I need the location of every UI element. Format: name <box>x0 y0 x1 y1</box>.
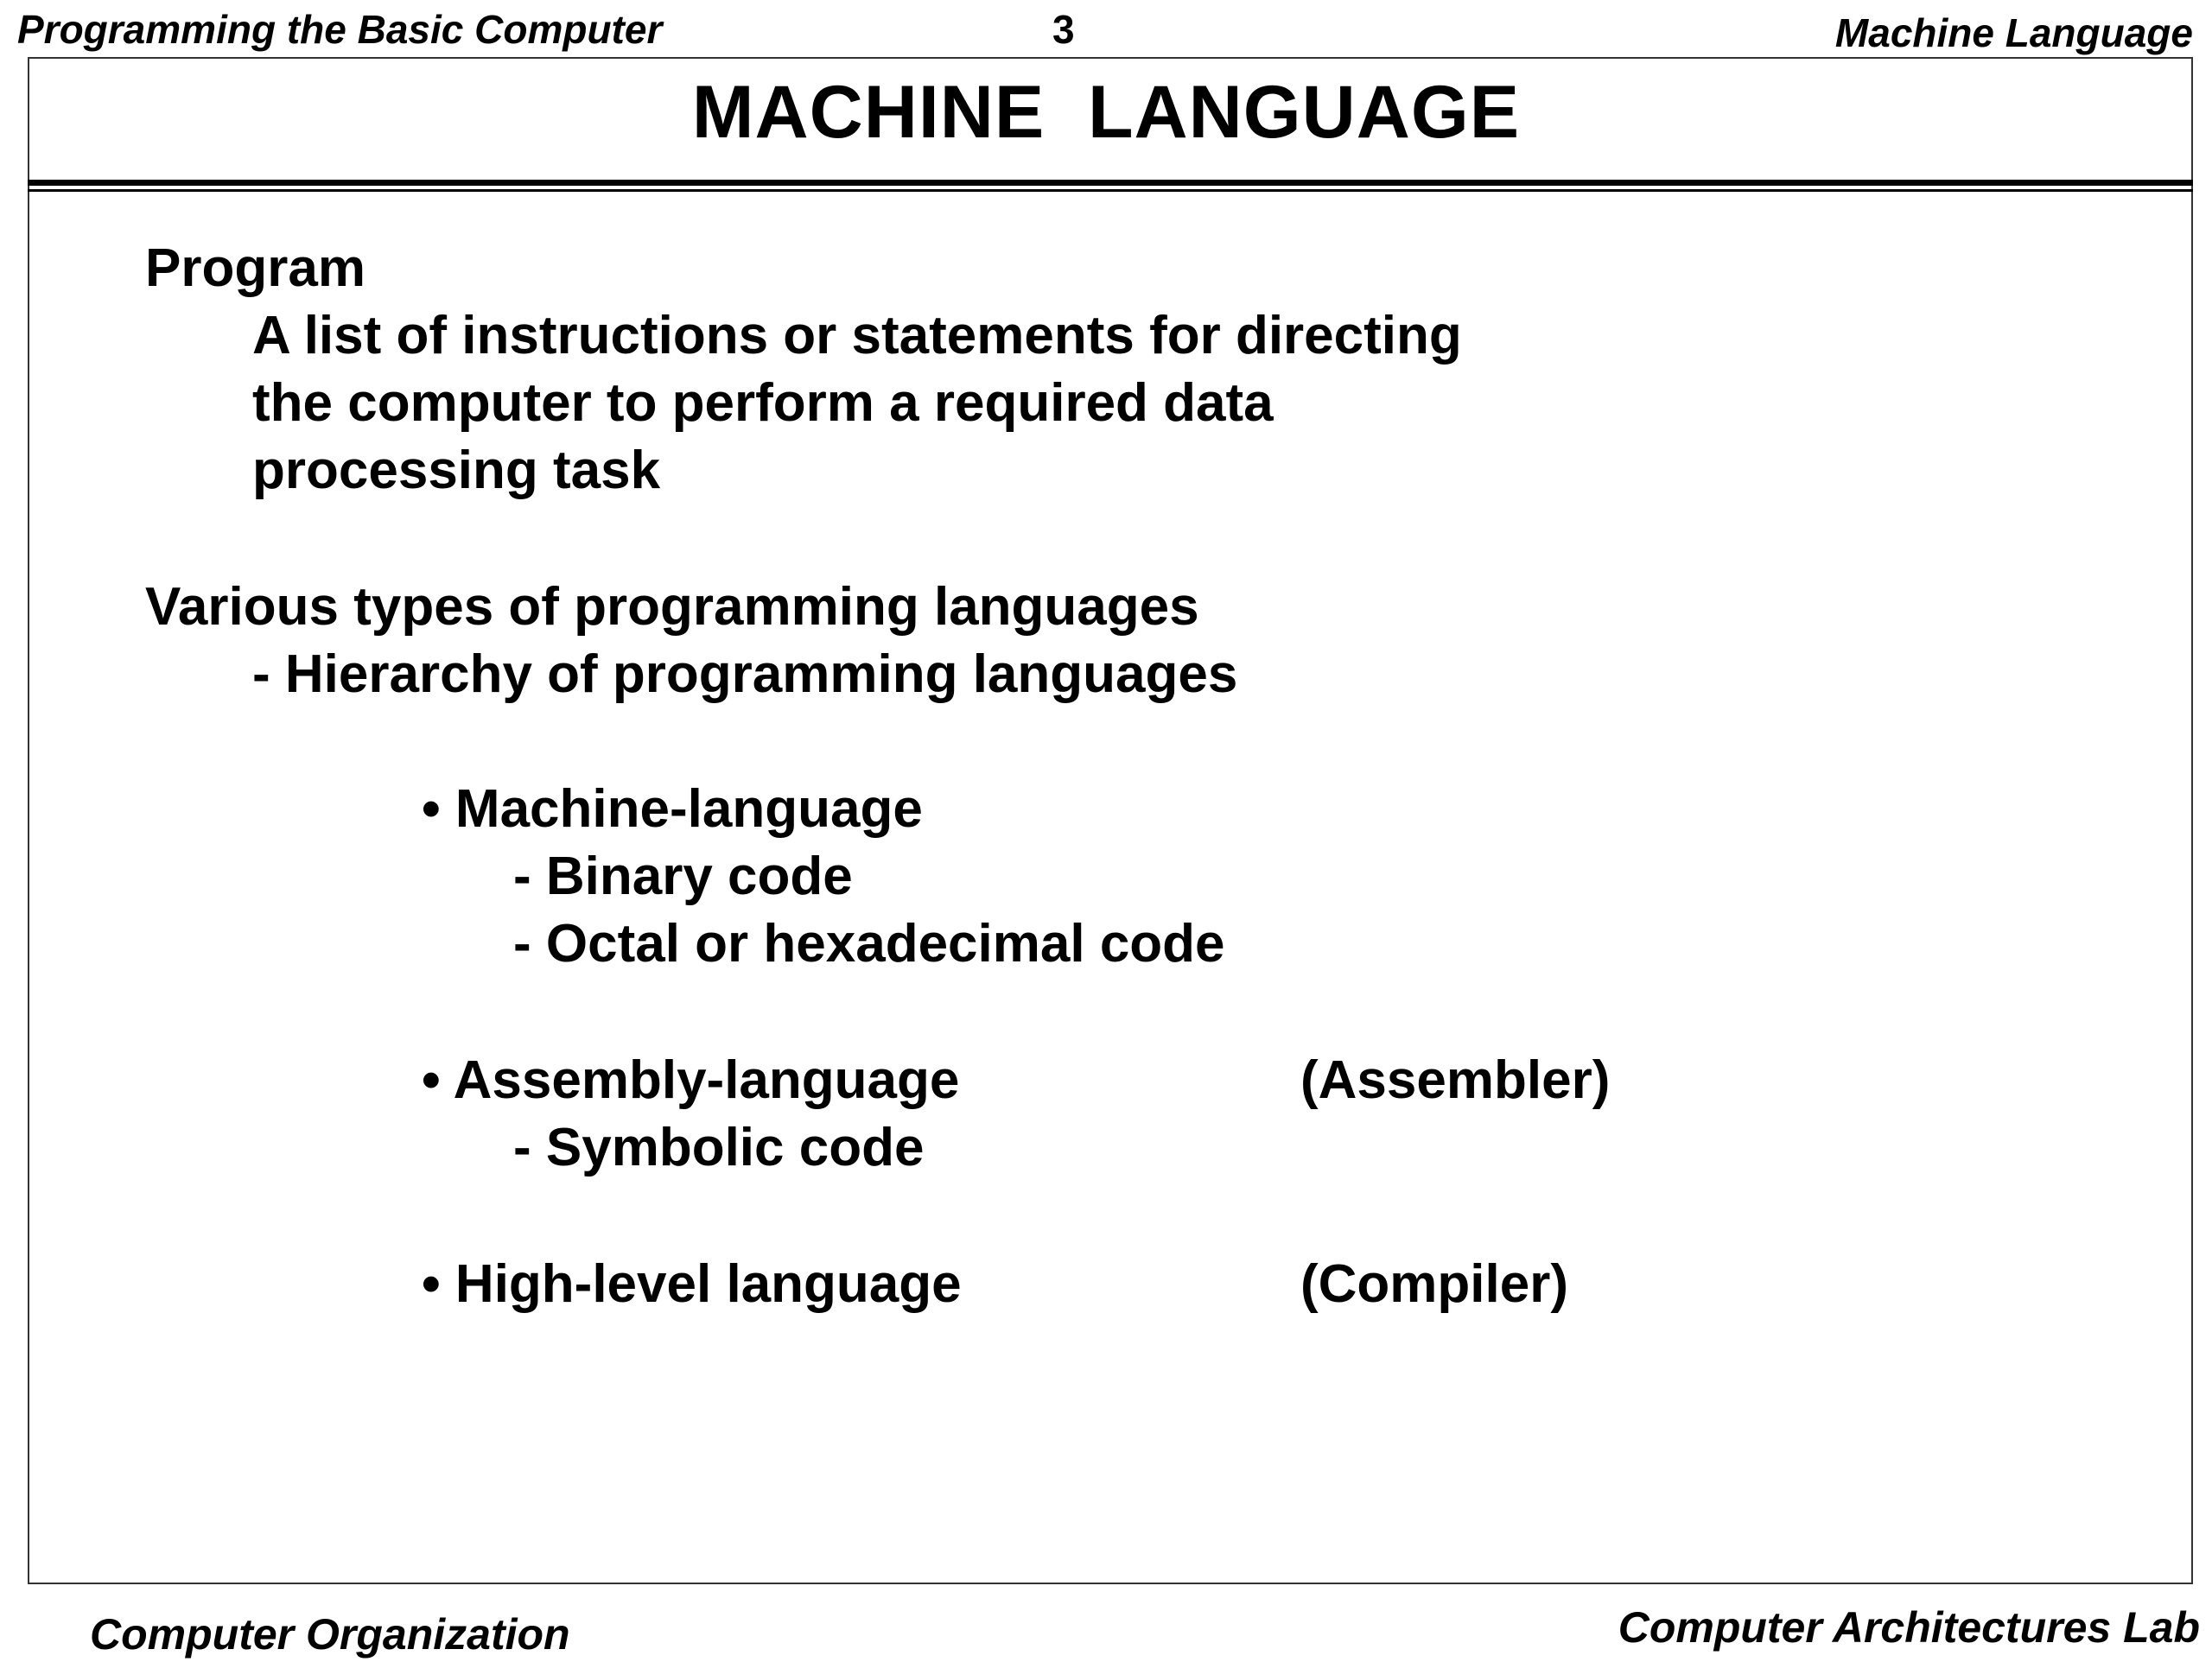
languages-heading: Various types of programming languages <box>145 577 1199 637</box>
footer-left: Computer Organization <box>90 1610 570 1659</box>
language-item-machine: • Machine-language <box>422 779 923 839</box>
footer-right: Computer Architectures Lab <box>1618 1603 2200 1652</box>
languages-subheading: - Hierarchy of programming languages <box>252 644 1238 704</box>
translator-assembler: (Assembler) <box>1300 1050 1611 1110</box>
language-item-high-level: • High-level language <box>422 1254 962 1314</box>
program-definition-line: processing task <box>252 441 661 500</box>
program-definition-line: the computer to perform a required data <box>252 373 1274 433</box>
translator-compiler: (Compiler) <box>1300 1254 1568 1314</box>
language-item-assembly: • Assembly-language <box>422 1050 960 1110</box>
page-number: 3 <box>1052 7 1075 52</box>
language-subitem: - Symbolic code <box>513 1118 925 1177</box>
language-subitem: - Binary code <box>513 847 853 906</box>
program-heading: Program <box>145 238 365 298</box>
program-definition-line: A list of instructions or statements for directing <box>252 306 1462 365</box>
title-divider-thin <box>28 189 2193 192</box>
slide-title: MACHINE LANGUAGE <box>691 71 1521 154</box>
running-header-left: Programming the Basic Computer <box>17 7 663 52</box>
running-header-right: Machine Language <box>1834 10 2193 55</box>
language-subitem: - Octal or hexadecimal code <box>513 914 1225 974</box>
title-divider-thick <box>28 180 2193 186</box>
